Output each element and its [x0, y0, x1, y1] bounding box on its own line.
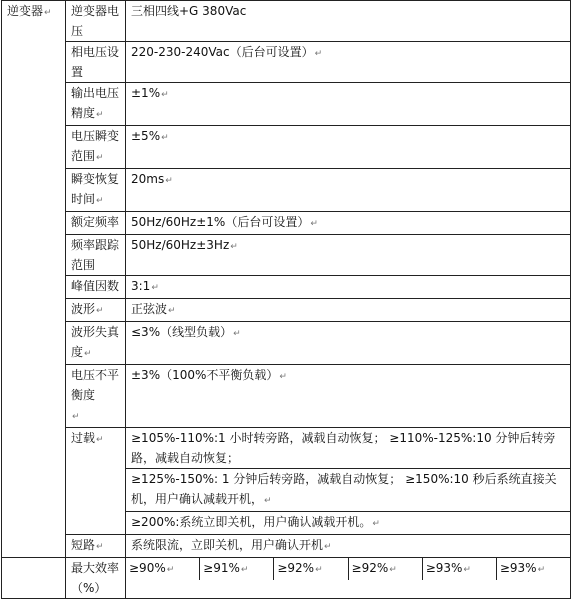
spec-value: 系统限流，立即关机，用户确认开机↵ — [126, 535, 571, 558]
spec-label: 逆变器电压 — [66, 1, 126, 42]
paragraph-mark-icon: ↵ — [324, 542, 332, 552]
spec-row-short-circuit — [2, 535, 571, 558]
paragraph-mark-icon: ↵ — [151, 283, 159, 293]
spec-row-rated-frequency — [2, 212, 571, 235]
paragraph-mark-icon: ↵ — [264, 496, 272, 506]
spec-row-frequency-tracking — [2, 235, 571, 276]
spec-label: 波形失真度↵ — [66, 322, 126, 365]
paragraph-mark-icon: ↵ — [72, 412, 80, 422]
paragraph-mark-icon: ↵ — [463, 565, 471, 575]
spec-label: 峰值因数 — [66, 276, 126, 299]
paragraph-mark-icon: ↵ — [165, 176, 173, 186]
paragraph-mark-icon: ↵ — [96, 435, 104, 445]
spec-row-distortion — [2, 322, 571, 365]
overload-line: ≥125%-150%: 1 分钟后转旁路，减载自动恢复； ≥150%:10 秒后系统直接关机，用户确认减载开机，↵ — [126, 469, 571, 512]
efficiency-cell: ≥92%↵ — [349, 558, 423, 580]
efficiency-values — [126, 558, 571, 599]
paragraph-mark-icon: ↵ — [96, 153, 104, 163]
paragraph-mark-icon: ↵ — [314, 49, 323, 59]
spec-label: 电压不平衡度 ↵ — [66, 365, 126, 428]
paragraph-mark-icon: ↵ — [230, 242, 238, 252]
spec-value: ±1%↵ — [126, 83, 571, 126]
paragraph-mark-icon: ↵ — [161, 133, 169, 143]
paragraph-mark-icon: ↵ — [279, 372, 287, 382]
spec-value: 三相四线+G 380Vac — [126, 1, 571, 42]
paragraph-mark-icon: ↵ — [372, 519, 380, 529]
spec-value: 50Hz/60Hz±3Hz↵ — [126, 235, 571, 276]
category-cell — [2, 1, 66, 558]
spec-value: 50Hz/60Hz±1%（后台可设置）↵ — [126, 212, 571, 235]
spec-value: ≤3%（线型负载）↵ — [126, 322, 571, 365]
spec-row-voltage — [2, 1, 571, 42]
paragraph-mark-icon: ↵ — [315, 565, 323, 575]
spec-value: 正弦波↵ — [126, 299, 571, 322]
paragraph-mark-icon: ↵ — [96, 196, 104, 206]
spec-value: ±5%↵ — [126, 126, 571, 169]
spec-label: 额定频率 — [66, 212, 126, 235]
paragraph-mark-icon: ↵ — [44, 8, 52, 18]
spec-label: 瞬变恢复时间↵ — [66, 169, 126, 212]
spec-value: 220-230-240Vac（后台可设置）↵ — [126, 42, 571, 83]
spec-row-overload-1 — [2, 428, 571, 469]
paragraph-mark-icon: ↵ — [96, 306, 104, 316]
spec-row-unbalance — [2, 365, 571, 428]
paragraph-mark-icon: ↵ — [161, 90, 169, 100]
efficiency-grid — [126, 558, 570, 580]
paragraph-mark-icon: ↵ — [389, 565, 397, 575]
spec-label: 电压瞬变范围↵ — [66, 126, 126, 169]
category-label: 逆变器 — [7, 4, 44, 18]
spec-label: 相电压设置 — [66, 42, 126, 83]
spec-row-accuracy — [2, 83, 571, 126]
efficiency-cell: ≥93%↵ — [499, 561, 546, 575]
efficiency-cell: ≥90%↵ — [126, 558, 200, 580]
paragraph-mark-icon: ↵ — [233, 329, 241, 339]
efficiency-cell: ≥92%↵ — [274, 558, 348, 580]
paragraph-mark-icon: ↵ — [537, 565, 546, 575]
overload-line: ≥200%:系统立即关机，用户确认减载开机。↵ — [126, 512, 571, 535]
spec-value: 20ms↵ — [126, 169, 571, 212]
spec-row-recovery-time — [2, 169, 571, 212]
overload-line: ≥105%-110%:1 小时转旁路，减载自动恢复； ≥110%-125%:10 分钟后转旁路，减载自动恢复； — [126, 428, 571, 469]
paragraph-mark-icon: ↵ — [168, 306, 176, 316]
paragraph-mark-icon: ↵ — [84, 349, 92, 359]
spec-label: 频率跟踪范围 — [66, 235, 126, 276]
spec-row-waveform — [2, 299, 571, 322]
spec-row-phase-voltage — [2, 42, 571, 83]
efficiency-cell: ≥91%↵ — [200, 558, 274, 580]
inverter-spec-table — [1, 0, 571, 599]
paragraph-mark-icon: ↵ — [96, 542, 104, 552]
category-cell-blank — [2, 558, 66, 599]
paragraph-mark-icon: ↵ — [166, 565, 175, 575]
spec-label: 波形↵ — [66, 299, 126, 322]
paragraph-mark-icon: ↵ — [310, 219, 318, 229]
spec-row-crest-factor — [2, 276, 571, 299]
spec-label: 过载↵ — [66, 428, 126, 535]
spec-row-max-efficiency — [2, 558, 571, 599]
paragraph-mark-icon: ↵ — [240, 565, 249, 575]
paragraph-mark-icon: ↵ — [96, 110, 104, 120]
spec-row-transient-range — [2, 126, 571, 169]
efficiency-cell: ≥93%↵ — [423, 558, 497, 580]
spec-label: 输出电压精度↵ — [66, 83, 126, 126]
spec-label: 最大效率（%） — [66, 558, 126, 599]
spec-label: 短路↵ — [66, 535, 126, 558]
spec-value: ±3%（100%不平衡负载）↵ — [126, 365, 571, 428]
spec-value: 3:1↵ — [126, 276, 571, 299]
